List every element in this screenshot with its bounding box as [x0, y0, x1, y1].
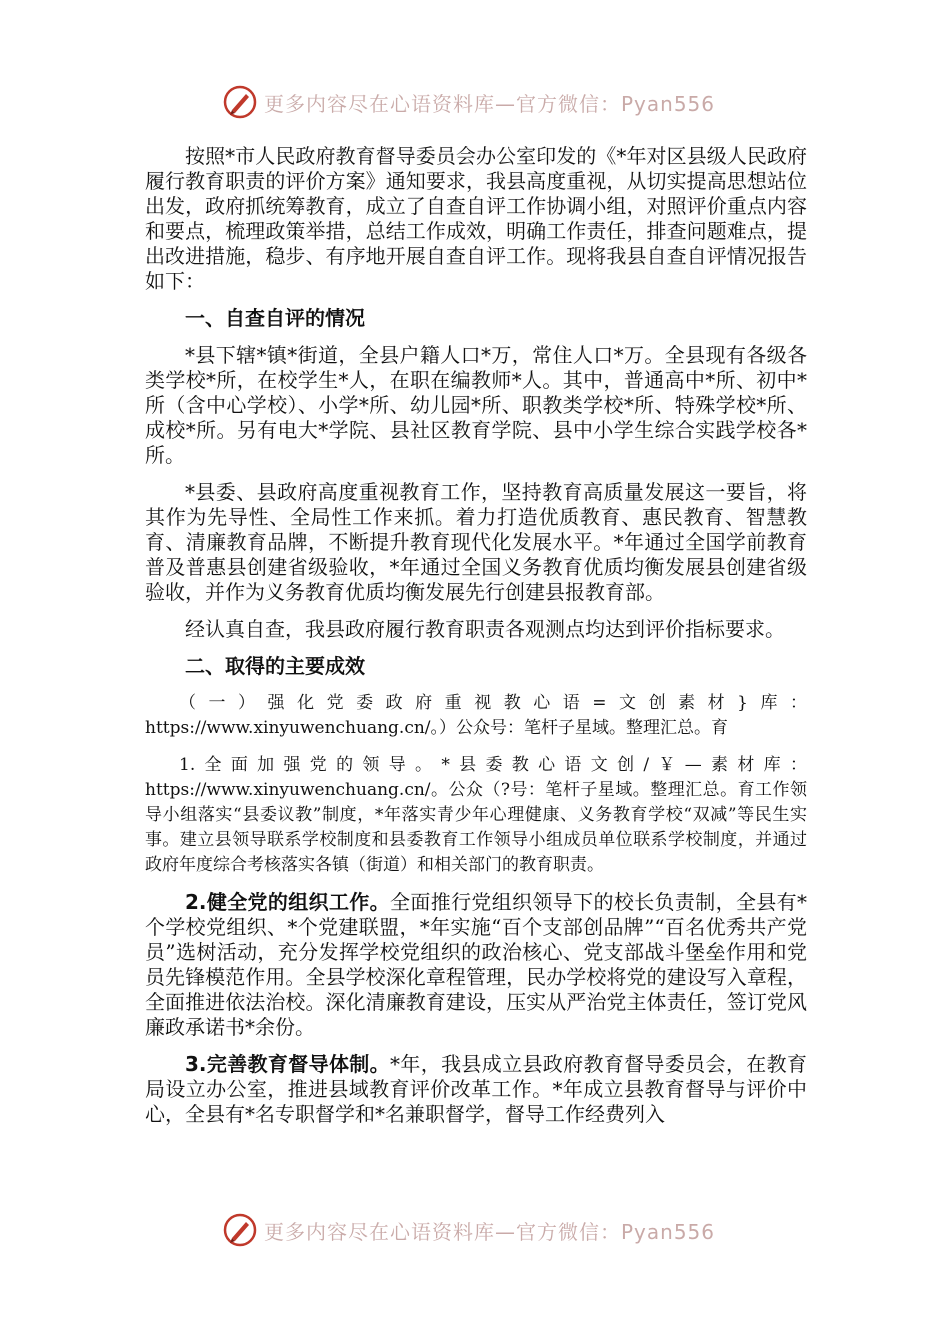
item-2-paragraph	[145, 890, 807, 1040]
paragraph-self-check-result: 经认真自查，我县政府履行教育职责各观测点均达到评价指标要求。	[185, 617, 785, 641]
item-2-text: 全面推行党组织领导下的校长负责制，全县有*个学校党组织、*个党建联盟，*年实施“百个支部创品牌”“百名优秀共产党员”选树活动，充分发挥学校党组织的政治核心、党支部战斗堡垒作用和党员先锋模范作用。全县学校深化章程管理，民办学校将党的建设写入章程，全面推进依法治校。深化清廉教育建设，压实从严治党主体责任，签订党风廉政承诺书*余份。	[145, 890, 808, 1039]
item-3-text: *年，我县成立县政府教育督导委员会，在教育局设立办公室，推进县域教育评价改革工作。*年成立县教育督导与评价中心，全县有*名专职督学和*名兼职督学，督导工作经费列入	[145, 1052, 808, 1126]
item-2-lead: 2.健全党的组织工作。	[185, 890, 391, 914]
item-3-lead: 3.完善教育督导体制。	[185, 1052, 391, 1076]
paragraph-county-commitment: *县委、县政府高度重视教育工作，坚持教育高质量发展这一要旨，将其作为先导性、全局性工作来抓。着力打造优质教育、惠民教育、智慧教育、清廉教育品牌，不断提升教育现代化发展水平。*年通过全国学前教育普及普惠县创建省级验收，*年通过全国义务教育优质均衡发展县创建省级验收，并作为义务教育优质均衡发展先行创建县报教育部。	[145, 480, 807, 604]
banner-text: 更多内容尽在心语资料库—官方微信：Pyan556	[264, 91, 716, 116]
header-banner	[222, 82, 742, 122]
pen-logo-icon	[222, 84, 258, 120]
footer-banner	[222, 1210, 742, 1250]
paragraph-county-overview: *县下辖*镇*街道，全县户籍人口*万，常住人口*万。全县现有各级各类学校*所，在校学生*人，在职在编教师*人。其中，普通高中*所、初中*所（含中心学校）、小学*所、幼儿园*所、职教类学校*所、特殊学校*所、成校*所。另有电大*学院、县社区教育学院、县中小学生综合实践学校各*所。	[145, 343, 807, 467]
pen-logo-icon	[222, 1212, 258, 1248]
banner-text: 更多内容尽在心语资料库—官方微信：Pyan556	[264, 1219, 716, 1244]
intro-paragraph: 按照*市人民政府教育督导委员会办公室印发的《*年对区县级人民政府履行教育职责的评价方案》通知要求，我县高度重视，从切实提高思想站位出发，政府抓统筹教育，成立了自查自评工作协调小组，对照评价重点内容和要点，梳理政策举措，总结工作成效，明确工作责任，排查问题难点，提出改进措施，稳步、有序地开展自查自评工作。现将我县自查自评情况报告如下：	[145, 144, 807, 293]
item-1-paragraph: 1.全面加强党的领导。*县委教心语文创/￥—素材库：https://www.xinyuwenchuang.cn/。公众（?号：笔杆子星域。整理汇总。育工作领导小组落实“县委议教”制度，*年落实青少年心理健康、义务教育学校“双减”等民生实事。建立县领导联系学校制度和县委教育工作领导小组成员单位联系学校制度，并通过政府年度综合考核落实各镇（街道）和相关部门的教育职责。	[145, 755, 807, 875]
document-body	[145, 144, 807, 1127]
item-3-paragraph	[145, 1052, 807, 1127]
section-heading-1: 一、自查自评的情况	[185, 306, 365, 330]
subsection-heading-1: （一）强化党委政府重视教心语=文创素材}库：https://www.xinyuwenchuang.cn/。）公众号：笔杆子星域。整理汇总。育	[145, 693, 807, 738]
section-heading-2: 二、取得的主要成效	[185, 654, 365, 678]
